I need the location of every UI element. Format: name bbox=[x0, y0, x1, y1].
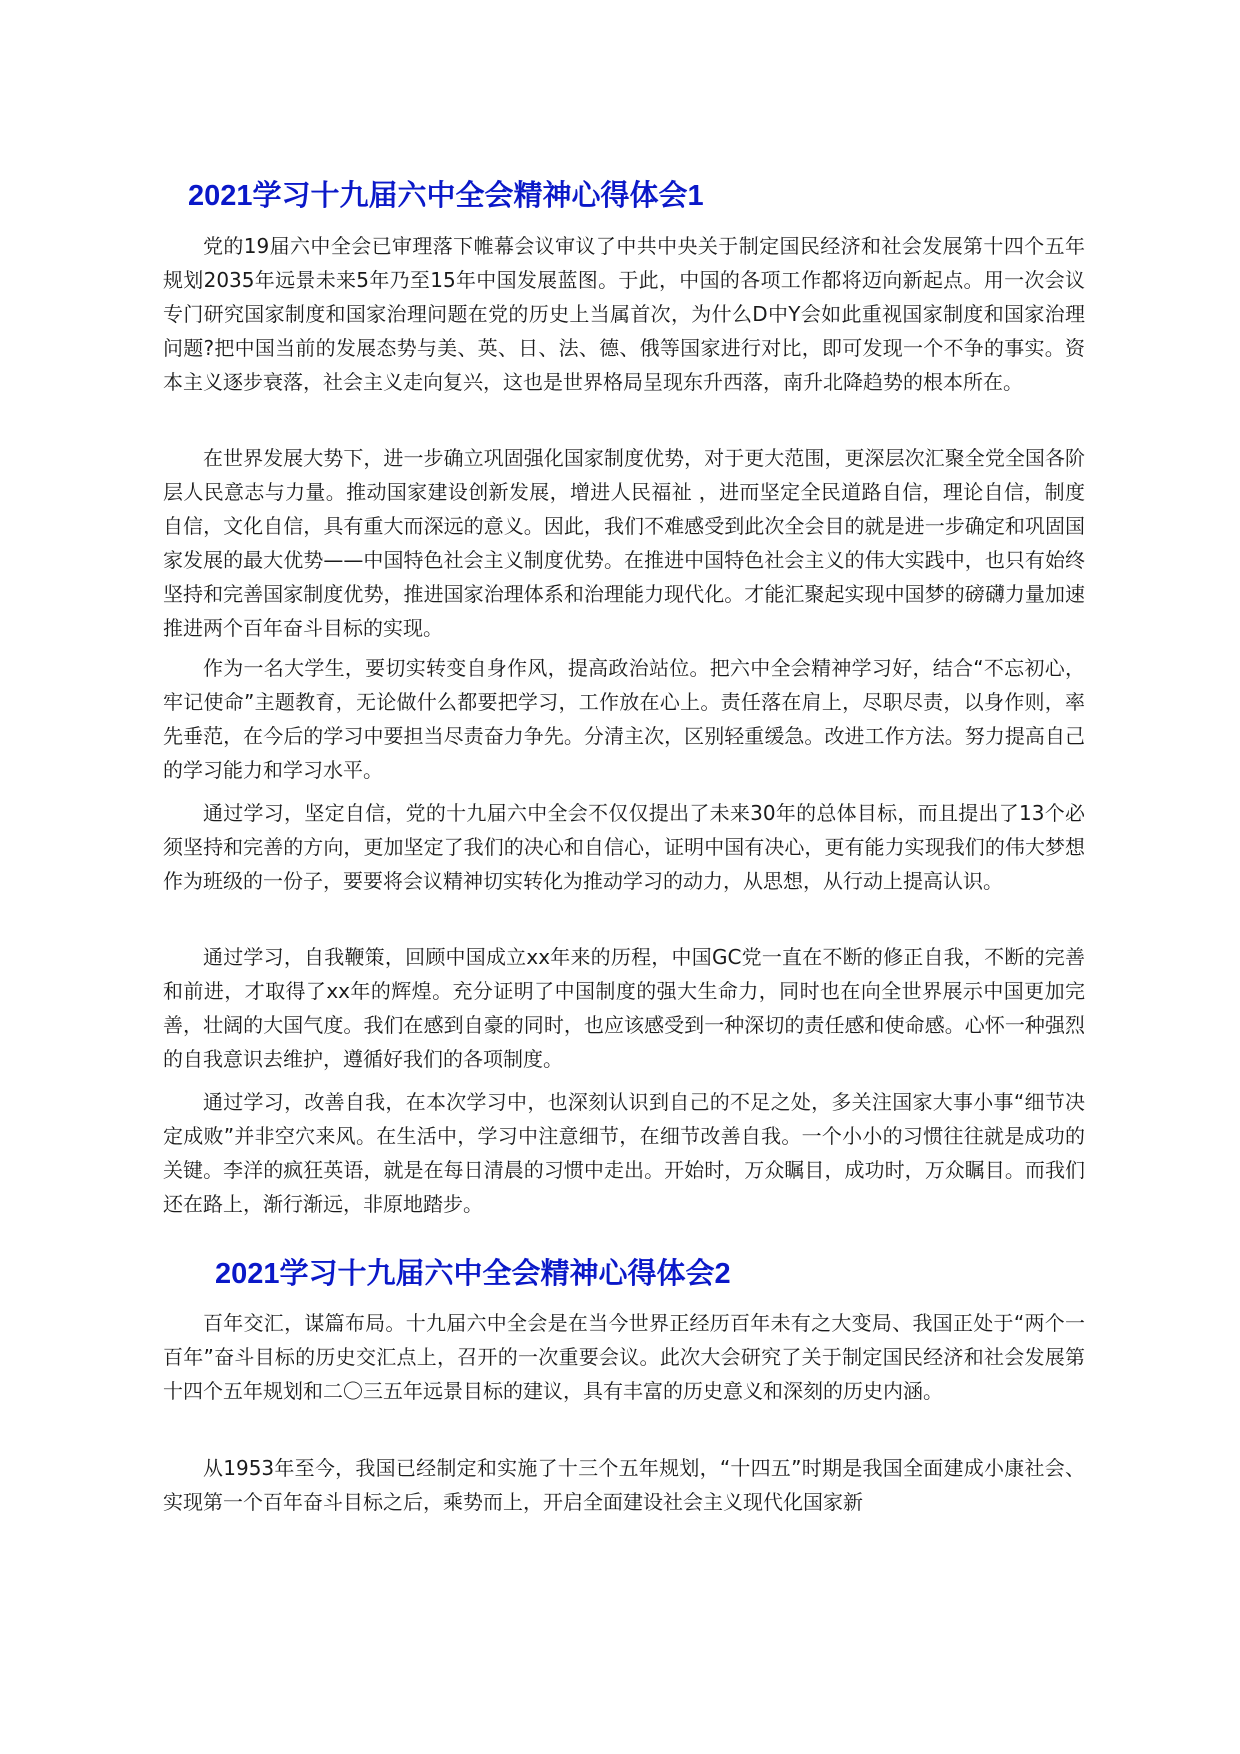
section-2-paragraph-2: 从1953年至今，我国已经制定和实施了十三个五年规划，“十四五”时期是我国全面建成小康社会、实现第一个百年奋斗目标之后，乘势而上，开启全面建设社会主义现代化国家新 bbox=[163, 1456, 1085, 1514]
section-1-paragraph-2: 在世界发展大势下，进一步确立巩固强化国家制度优势，对于更大范围，更深层次汇聚全党全国各阶层人民意志与力量。推动国家建设创新发展，增进人民福祉 ，进而坚定全民道路自信，理论自信，制度自信，文化自信，具有重大而深远的意义。因此，我们不难感受到此次全会目的就是进一步确定和巩固国家发展的最大优势——中国特色社会主义制度优势。在推进中国特色社会主义的伟大实践中，也只有始终坚持和完善国家制度优势，推进国家治理体系和治理能力现代化。才能汇聚起实现中国梦的磅礴力量加速推进两个百年奋斗目标的实现。 bbox=[163, 446, 1085, 640]
section-1-paragraph-1: 党的19届六中全会已审理落下帷幕会议审议了中共中央关于制定国民经济和社会发展第十四个五年规划2035年远景未来5年乃至15年中国发展蓝图。于此，中国的各项工作都将迈向新起点。用一次会议专门研究国家制度和国家治理问题在党的历史上当属首次，为什么D中Y会如此重视国家制度和国家治理问题?把中国当前的发展态势与美、英、日、法、德、俄等国家进行对比，即可发现一个不争的事实。资本主义逐步衰落，社会主义走向复兴，这也是世界格局呈现东升西落，南升北降趋势的根本所在。 bbox=[163, 234, 1085, 394]
section-1-paragraph-4: 通过学习，坚定自信，党的十九届六中全会不仅仅提出了未来30年的总体目标，而且提出了13个必须坚持和完善的方向，更加坚定了我们的决心和自信心，证明中国有决心，更有能力实现我们的伟大梦想作为班级的一份子，要要将会议精神切实转化为推动学习的动力，从思想，从行动上提高认识。 bbox=[163, 801, 1085, 893]
section-heading-1: 2021学习十九届六中全会精神心得体会1 bbox=[188, 180, 704, 212]
section-2-paragraph-1: 百年交汇，谋篇布局。十九届六中全会是在当今世界正经历百年未有之大变局、我国正处于“两个一百年”奋斗目标的历史交汇点上，召开的一次重要会议。此次大会研究了关于制定国民经济和社会发展第十四个五年规划和二〇三五年远景目标的建议，具有丰富的历史意义和深刻的历史内涵。 bbox=[163, 1311, 1085, 1403]
section-1-paragraph-3: 作为一名大学生，要切实转变自身作风，提高政治站位。把六中全会精神学习好，结合“不忘初心，牢记使命”主题教育，无论做什么都要把学习，工作放在心上。责任落在肩上，尽职尽责，以身作则，率先垂范，在今后的学习中要担当尽责奋力争先。分清主次，区别轻重缓急。改进工作方法。努力提高自己的学习能力和学习水平。 bbox=[163, 656, 1085, 782]
section-1-paragraph-5: 通过学习，自我鞭策，回顾中国成立xx年来的历程，中国GC党一直在不断的修正自我，不断的完善和前进，才取得了xx年的辉煌。充分证明了中国制度的强大生命力，同时也在向全世界展示中国更加完善，壮阔的大国气度。我们在感到自豪的同时，也应该感受到一种深切的责任感和使命感。心怀一种强烈的自我意识去维护，遵循好我们的各项制度。 bbox=[163, 945, 1085, 1071]
section-1-paragraph-6: 通过学习，改善自我，在本次学习中，也深刻认识到自己的不足之处，多关注国家大事小事“细节决定成败”并非空穴来风。在生活中，学习中注意细节，在细节改善自我。一个小小的习惯往往就是成功的关键。李洋的疯狂英语，就是在每日清晨的习惯中走出。开始时，万众瞩目，成功时，万众瞩目。而我们还在路上，渐行渐远，非原地踏步。 bbox=[163, 1090, 1085, 1216]
section-heading-2: 2021学习十九届六中全会精神心得体会2 bbox=[215, 1258, 731, 1290]
